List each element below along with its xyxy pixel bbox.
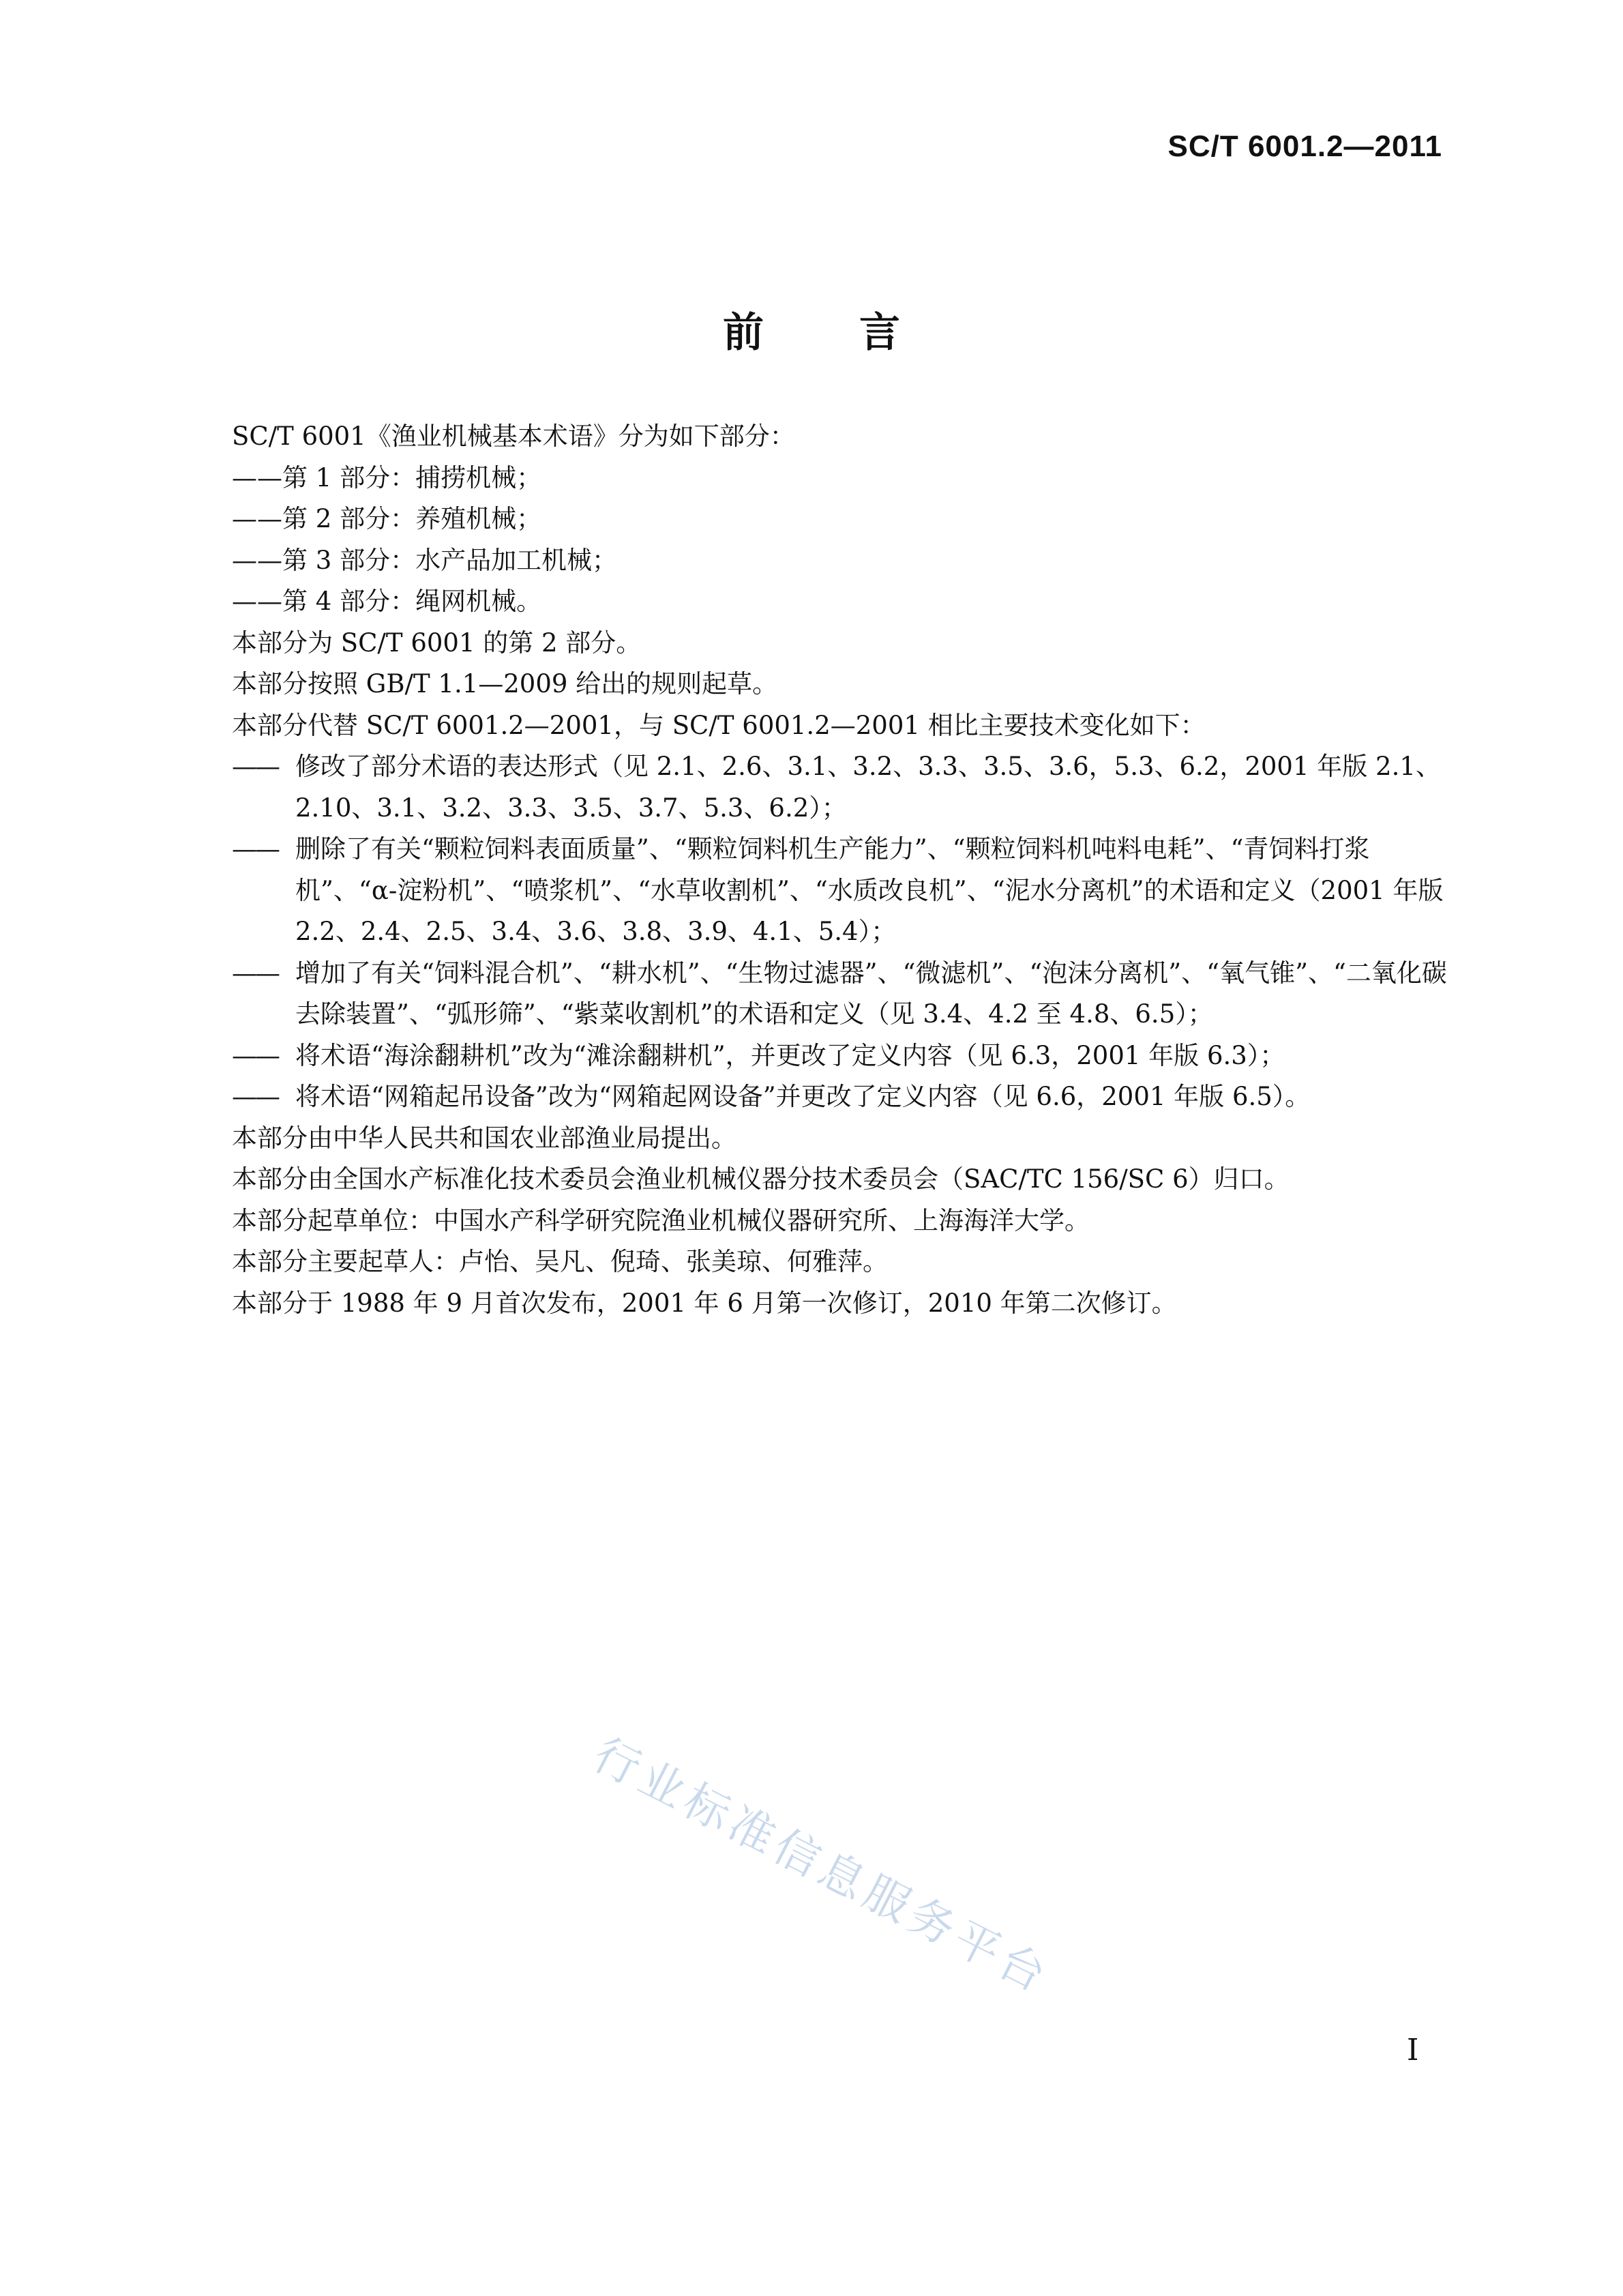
change-item-1 — [232, 746, 1459, 829]
dash-marker: —— — [232, 1082, 278, 1111]
paragraph-replaces: 本部分代替 SC/T 6001.2—2001，与 SC/T 6001.2—2001 相比主要技术变化如下： — [232, 710, 1206, 740]
change-item-4 — [232, 1035, 1459, 1077]
watermark-text: 行业标准信息服务平台 — [585, 1728, 1059, 2004]
paragraph-committee: 本部分由全国水产标准化技术委员会渔业机械仪器分技术委员会（SAC/TC 156/SC 6）归口。 — [232, 1164, 1290, 1194]
paragraph-drafters: 本部分主要起草人：卢怡、吴凡、倪琦、张美琼、何雅萍。 — [232, 1247, 888, 1276]
paragraph-part-statement: 本部分为 SC/T 6001 的第 2 部分。 — [232, 628, 642, 658]
document-body — [232, 416, 1459, 1324]
page-number: I — [1407, 2033, 1419, 2067]
change-text: 将术语“网箱起吊设备”改为“网箱起网设备”并更改了定义内容（见 6.6，2001 年版 6.5）。 — [295, 1082, 1311, 1111]
part-list-item-2: ——第 2 部分：养殖机械； — [232, 504, 542, 533]
paragraph-drafting-units: 本部分起草单位：中国水产科学研究院渔业机械仪器研究所、上海海洋大学。 — [232, 1205, 1090, 1235]
page-title: 前言 — [723, 309, 996, 357]
change-text: 将术语“海涂翻耕机”改为“滩涂翻耕机”，并更改了定义内容（见 6.3，2001 年版 6.3）； — [295, 1040, 1285, 1070]
paragraph-history: 本部分于 1988 年 9 月首次发布，2001 年 6 月第一次修订，2010 年第二次修订。 — [232, 1288, 1177, 1318]
dash-marker: —— — [232, 958, 278, 988]
paragraph-proposer: 本部分由中华人民共和国农业部渔业局提出。 — [232, 1123, 736, 1153]
change-item-3 — [232, 953, 1459, 1035]
dash-marker: —— — [232, 752, 278, 781]
dash-marker: —— — [232, 834, 278, 864]
standard-code: SC/T 6001.2—2011 — [1167, 130, 1442, 163]
change-text: 删除了有关“颗粒饲料表面质量”、“颗粒饲料机生产能力”、“颗粒饲料机吨料电耗”、“青饲料打浆机”、“α-淀粉机”、“喷浆机”、“水草收割机”、“水质改良机”、“泥水分离机”的术语和定义（2001 年版 2.2、2.4、2.5、3.4、3.6、3.8、3.9、4.1、5.4）； — [295, 834, 1444, 946]
change-text: 修改了部分术语的表达形式（见 2.1、2.6、3.1、3.2、3.3、3.5、3.6，5.3、6.2，2001 年版 2.1、2.10、3.1、3.2、3.3、3.5、3.7、5.3、6.2）； — [295, 752, 1441, 823]
part-list-item-4: ——第 4 部分：绳网机械。 — [232, 587, 542, 616]
part-list-item-1: ——第 1 部分：捕捞机械； — [232, 462, 542, 492]
paragraph-intro: SC/T 6001《渔业机械基本术语》分为如下部分： — [232, 422, 795, 451]
change-item-5 — [232, 1076, 1459, 1118]
part-list-item-3: ——第 3 部分：水产品加工机械； — [232, 545, 618, 575]
change-item-2 — [232, 829, 1459, 953]
dash-marker: —— — [232, 1040, 278, 1070]
paragraph-drafting-rules: 本部分按照 GB/T 1.1—2009 给出的规则起草。 — [232, 669, 778, 698]
change-text: 增加了有关“饲料混合机”、“耕水机”、“生物过滤器”、“微滤机”、“泡沫分离机”、“氧气锥”、“二氧化碳去除装置”、“弧形筛”、“紫菜收割机”的术语和定义（见 3.4、4.2 至 4.8、6.5）； — [295, 958, 1447, 1029]
